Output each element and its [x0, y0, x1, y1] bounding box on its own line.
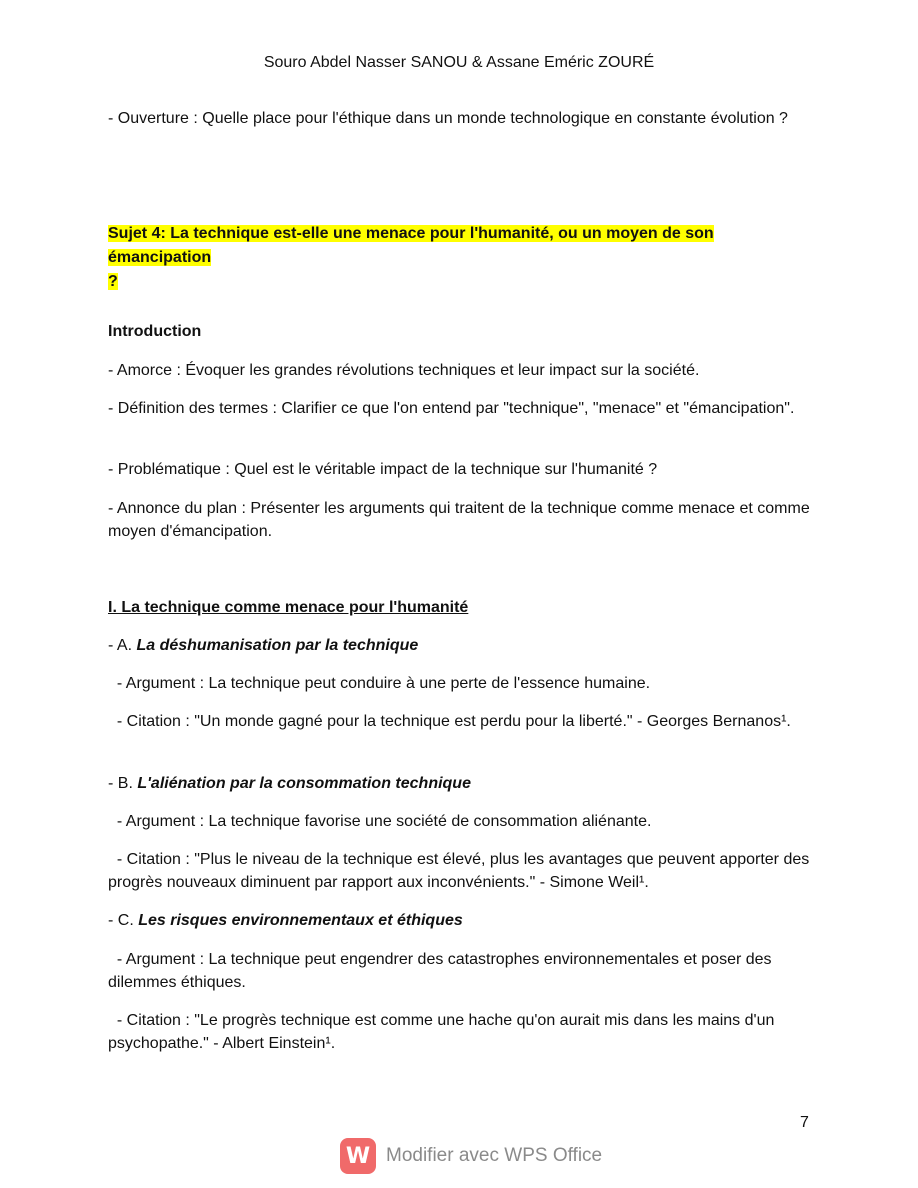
part1-a-title: La déshumanisation par la technique — [136, 637, 419, 654]
introduction-heading: Introduction — [108, 323, 202, 340]
intro-definition: - Définition des termes : Clarifier ce que l'on entend par "technique", "menace" et "émancipation". — [108, 400, 795, 417]
part1-heading: I. La technique comme menace pour l'humanité — [108, 599, 469, 616]
part1-c-title: Les risques environnementaux et éthiques — [138, 912, 463, 929]
wps-edit-banner[interactable] — [340, 1138, 602, 1174]
part1-heading-line — [108, 596, 820, 619]
wps-logo-icon[interactable]: W — [340, 1138, 376, 1174]
part1-a-citation: - Citation : "Un monde gagné pour la technique est perdu pour la liberté." - Georges Bernanos¹. — [108, 713, 791, 730]
part1-c-title-line — [108, 909, 820, 932]
part1-b-title: L'aliénation par la consommation technique — [137, 775, 471, 792]
part1-c-prefix: - C. — [108, 912, 139, 929]
part1-b-argument: - Argument : La technique favorise une société de consommation aliénante. — [108, 813, 652, 830]
part1-b-prefix: - B. — [108, 775, 138, 792]
part1-c-citation: - Citation : "Le progrès technique est comme une hache qu'on aurait mis dans les mains d'un psychopathe." - Albert Einstein¹. — [108, 1012, 779, 1052]
part1-a-title-line — [108, 634, 820, 657]
part1-a-argument: - Argument : La technique peut conduire à une perte de l'essence humaine. — [108, 675, 651, 692]
part1-a-prefix: - A. — [108, 637, 137, 654]
page-header-authors: Souro Abdel Nasser SANOU & Assane Eméric ZOURÉ — [263, 54, 655, 71]
subject-line-1: Sujet 4: La technique est-elle une menace pour l'humanité, ou un moyen de son émancipation — [108, 225, 714, 266]
intro-amorce: - Amorce : Évoquer les grandes révolutions techniques et leur impact sur la société. — [108, 362, 700, 379]
ouverture-text: - Ouverture : Quelle place pour l'éthique dans un monde technologique en constante évolution ? — [108, 110, 788, 127]
part1-b-citation: - Citation : "Plus le niveau de la technique est élevé, plus les avantages que peuvent apporter des progrès nouveaux diminuent par rapport aux inconvénients." - Simone Weil¹. — [108, 851, 814, 891]
subject-line-2: ? — [108, 273, 118, 290]
intro-annonce: - Annonce du plan : Présenter les arguments qui traitent de la technique comme menace et comme moyen d'émancipation. — [108, 500, 810, 540]
part1-b-title-line — [108, 772, 820, 795]
subject-heading — [108, 222, 820, 294]
part1-c-argument: - Argument : La technique peut engendrer des catastrophes environnementales et poser des dilemmes éthiques. — [108, 951, 776, 991]
intro-problematique: - Problématique : Quel est le véritable impact de la technique sur l'humanité ? — [108, 461, 658, 478]
wps-edit-label[interactable]: Modifier avec WPS Office — [386, 1145, 603, 1166]
page-number: 7 — [800, 1114, 809, 1131]
